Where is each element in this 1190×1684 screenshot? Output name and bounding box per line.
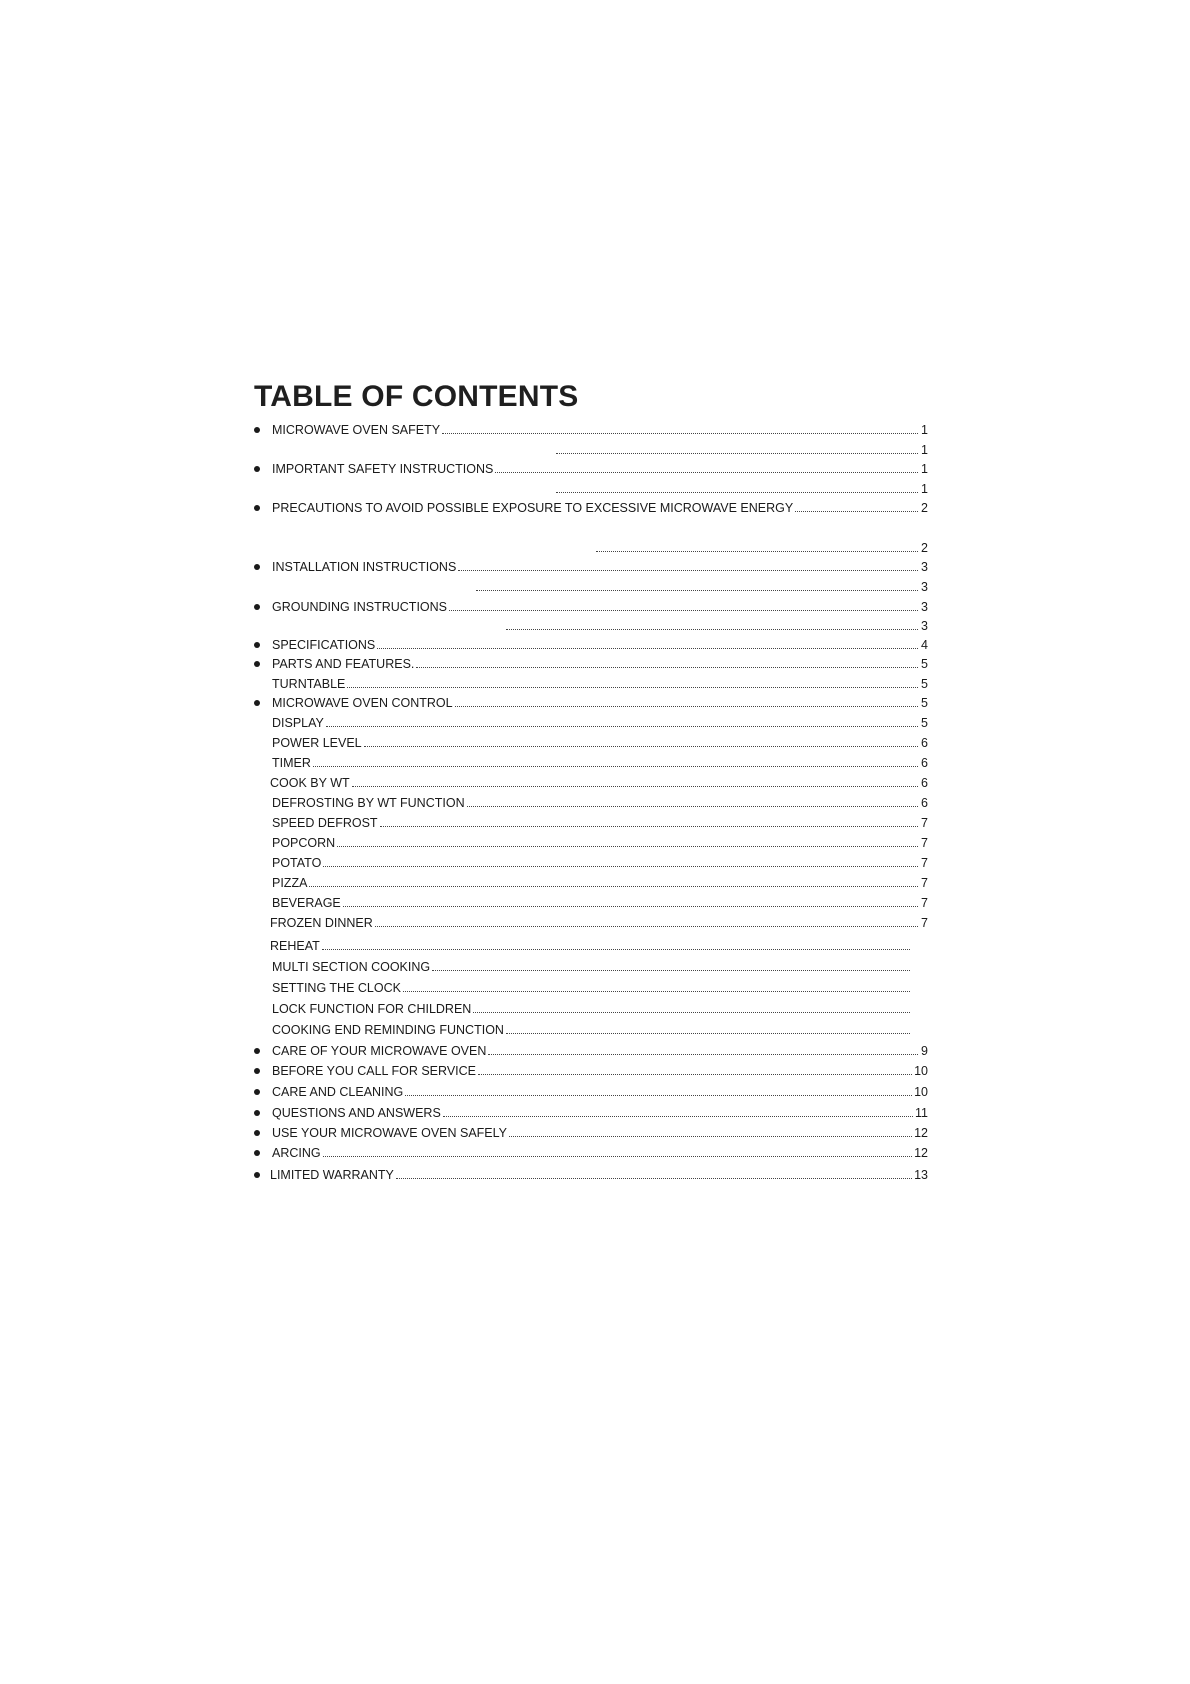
toc-entry-label: DISPLAY <box>272 716 324 730</box>
toc-entry-label: PIZZA <box>272 876 308 890</box>
toc-entry <box>254 1063 928 1079</box>
toc-entry-page: 6 <box>921 736 928 750</box>
dot-leader <box>556 442 918 454</box>
toc-entry-label: TIMER <box>272 756 311 770</box>
bullet-icon <box>254 1172 260 1178</box>
toc-entry <box>254 875 928 891</box>
dot-leader <box>432 959 910 971</box>
toc-entry-page: 7 <box>921 836 928 850</box>
dot-leader <box>455 695 918 707</box>
toc-entry-page: 5 <box>921 716 928 730</box>
toc-entry <box>254 481 928 497</box>
dot-leader <box>478 1063 912 1075</box>
toc-entry-label: MULTI SECTION COOKING <box>272 960 431 974</box>
dot-leader <box>458 559 918 571</box>
toc-entry <box>254 540 928 556</box>
toc-entry-label: CARE OF YOUR MICROWAVE OVEN <box>272 1044 487 1058</box>
toc-entry-page: 7 <box>921 856 928 870</box>
toc-entry-label: ARCING <box>272 1146 321 1160</box>
dot-leader <box>347 676 918 688</box>
dot-leader <box>322 938 910 950</box>
toc-entry <box>254 500 928 516</box>
toc-entry-label: BEVERAGE <box>272 896 341 910</box>
toc-entry <box>254 1043 928 1059</box>
toc-entry <box>254 755 928 771</box>
dot-leader <box>326 715 918 727</box>
toc-entry-page: 13 <box>914 1168 928 1182</box>
toc-entry <box>254 959 928 975</box>
toc-entry-page: 7 <box>921 916 928 930</box>
dot-leader <box>380 815 918 827</box>
bullet-icon <box>254 642 260 648</box>
toc-entry <box>254 1125 928 1141</box>
toc-entry <box>254 1167 928 1183</box>
toc-entry-page: 2 <box>921 541 928 555</box>
toc-entry-page: 10 <box>914 1064 928 1078</box>
toc-entry <box>254 1001 928 1017</box>
dot-leader <box>364 735 918 747</box>
toc-entry-page: 11 <box>915 1106 928 1120</box>
dot-leader <box>323 1145 912 1157</box>
toc-entry <box>254 1022 928 1038</box>
bullet-icon <box>254 1150 260 1156</box>
toc-entry-page: 4 <box>921 638 928 652</box>
bullet-icon <box>254 505 260 511</box>
toc-entry-label: MICROWAVE OVEN SAFETY <box>272 423 441 437</box>
toc-entry-page: 5 <box>921 696 928 710</box>
toc-entry-label: SPECIFICATIONS <box>272 638 376 652</box>
toc-entry-label: COOKING END REMINDING FUNCTION <box>272 1023 504 1037</box>
toc-entry-label: LIMITED WARRANTY <box>270 1168 394 1182</box>
dot-leader <box>476 579 918 591</box>
toc-entry-label: LOCK FUNCTION FOR CHILDREN <box>272 1002 472 1016</box>
toc-entry <box>254 1105 928 1121</box>
toc-entry <box>254 715 928 731</box>
toc-entry-page: 10 <box>914 1085 928 1099</box>
toc-entry-page: 6 <box>921 776 928 790</box>
dot-leader <box>313 755 918 767</box>
bullet-icon <box>254 466 260 472</box>
toc-entry-page: 7 <box>921 816 928 830</box>
dot-leader <box>403 980 910 992</box>
bullet-icon <box>254 564 260 570</box>
toc-entry <box>254 656 928 672</box>
toc-entry-label: USE YOUR MICROWAVE OVEN SAFELY <box>272 1126 507 1140</box>
toc-entry-page: 7 <box>921 896 928 910</box>
toc-entry <box>254 795 928 811</box>
bullet-icon <box>254 661 260 667</box>
toc-entry-page: 12 <box>914 1146 928 1160</box>
toc-entry <box>254 637 928 653</box>
toc-entry-label: FROZEN DINNER <box>270 916 373 930</box>
dot-leader <box>556 481 918 493</box>
toc-entry <box>254 938 928 954</box>
dot-leader <box>375 915 918 927</box>
bullet-icon <box>254 700 260 706</box>
dot-leader <box>488 1043 918 1055</box>
toc-entry-label: REHEAT <box>270 939 320 953</box>
bullet-icon <box>254 1048 260 1054</box>
toc-entry-page: 7 <box>921 876 928 890</box>
toc-entry-label: TURNTABLE <box>272 677 346 691</box>
dot-leader <box>506 1022 910 1034</box>
toc-entry-label: DEFROSTING BY WT FUNCTION <box>272 796 465 810</box>
dot-leader <box>405 1084 912 1096</box>
dot-leader <box>467 795 918 807</box>
toc-entry-label: PARTS AND FEATURES. <box>272 657 415 671</box>
toc-entry <box>254 775 928 791</box>
toc-entry <box>254 442 928 458</box>
toc-entry <box>254 579 928 595</box>
toc-entry-label: POTATO <box>272 856 322 870</box>
dot-leader <box>309 875 918 887</box>
toc-entry <box>254 815 928 831</box>
toc-entry <box>254 599 928 615</box>
toc-entry-label: QUESTIONS AND ANSWERS <box>272 1106 441 1120</box>
toc-entry-label: GROUNDING INSTRUCTIONS <box>272 600 447 614</box>
toc-entry <box>254 422 928 438</box>
dot-leader <box>337 835 918 847</box>
toc-entry-page: 6 <box>921 796 928 810</box>
toc-entry-page: 5 <box>921 677 928 691</box>
toc-entry-page: 3 <box>921 560 928 574</box>
bullet-icon <box>254 1130 260 1136</box>
toc-entry-label: IMPORTANT SAFETY INSTRUCTIONS <box>272 462 494 476</box>
bullet-icon <box>254 604 260 610</box>
toc-entry-page: 3 <box>921 580 928 594</box>
toc-entry <box>254 695 928 711</box>
toc-entry-label: SPEED DEFROST <box>272 816 378 830</box>
toc-entry-page: 3 <box>921 619 928 633</box>
toc-entry-page: 3 <box>921 600 928 614</box>
bullet-icon <box>254 1110 260 1116</box>
bullet-icon <box>254 1068 260 1074</box>
toc-entry-label: COOK BY WT <box>270 776 350 790</box>
toc-entry <box>254 1084 928 1100</box>
page-title: TABLE OF CONTENTS <box>254 380 579 413</box>
toc-entry <box>254 461 928 477</box>
toc-entry <box>254 855 928 871</box>
bullet-icon <box>254 427 260 433</box>
toc-entry <box>254 895 928 911</box>
dot-leader <box>495 461 918 473</box>
toc-entry-label: POWER LEVEL <box>272 736 362 750</box>
toc-entry <box>254 1145 928 1161</box>
toc-entry-page: 1 <box>921 423 928 437</box>
toc-entry-label: BEFORE YOU CALL FOR SERVICE <box>272 1064 476 1078</box>
toc-entry-label: SETTING THE CLOCK <box>272 981 401 995</box>
toc-entry-label: INSTALLATION INSTRUCTIONS <box>272 560 457 574</box>
dot-leader <box>473 1001 910 1013</box>
dot-leader <box>509 1125 912 1137</box>
dot-leader <box>343 895 918 907</box>
toc-entry <box>254 915 928 931</box>
dot-leader <box>596 540 918 552</box>
toc-entry-label: PRECAUTIONS TO AVOID POSSIBLE EXPOSURE TO EXCESSIVE MICROWAVE ENERGY <box>272 501 794 515</box>
toc-entry-page: 12 <box>914 1126 928 1140</box>
dot-leader <box>442 422 918 434</box>
toc-entry-label: CARE AND CLEANING <box>272 1085 404 1099</box>
toc-entry-page: 1 <box>921 443 928 457</box>
toc-entry <box>254 559 928 575</box>
toc-entry <box>254 835 928 851</box>
dot-leader <box>352 775 918 787</box>
toc-entry-page: 5 <box>921 657 928 671</box>
bullet-icon <box>254 1089 260 1095</box>
dot-leader <box>795 500 918 512</box>
dot-leader <box>396 1167 912 1179</box>
toc-entry <box>254 735 928 751</box>
toc-entry <box>254 676 928 692</box>
toc-entry-page: 1 <box>921 482 928 496</box>
toc-entry-label: MICROWAVE OVEN CONTROL <box>272 696 453 710</box>
toc-entry <box>254 980 928 996</box>
toc-entry-page: 1 <box>921 462 928 476</box>
dot-leader <box>506 618 918 630</box>
toc-entry-label: POPCORN <box>272 836 336 850</box>
dot-leader <box>323 855 918 867</box>
toc-entry-page: 9 <box>921 1044 928 1058</box>
dot-leader <box>449 599 918 611</box>
toc-entry <box>254 618 928 634</box>
dot-leader <box>377 637 918 649</box>
dot-leader <box>416 656 918 668</box>
dot-leader <box>443 1105 913 1117</box>
toc-entry-page: 6 <box>921 756 928 770</box>
toc-entry-page: 2 <box>921 501 928 515</box>
